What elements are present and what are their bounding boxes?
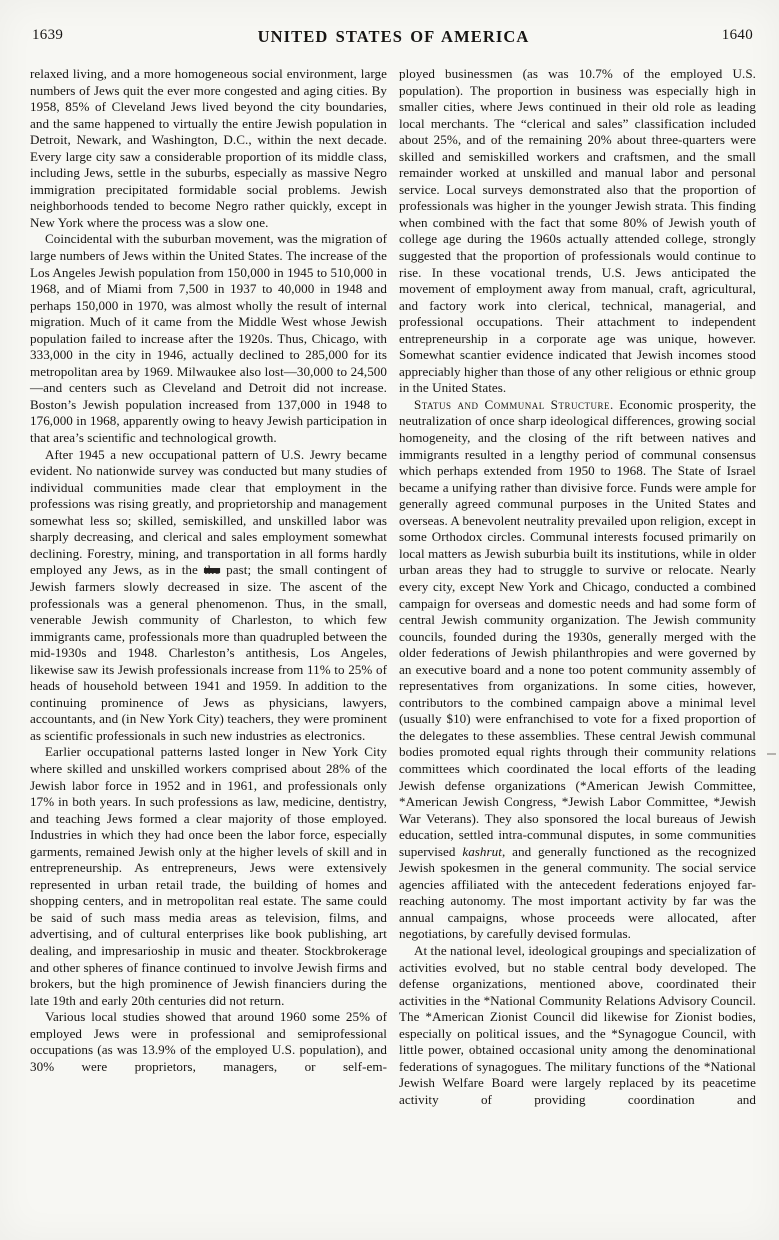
page-number-left: 1639	[32, 27, 64, 43]
text-run: Economic prosperity, the neutralization of once sharp ideological differences, growing social homogeneity, and the closing of the rift between natives and immigrants resulted in a lengthy period of communal consensus which perhaps extended from 1950 to 1968. The State of Israel became a unifying rather than divisive force. Funds were ample for generally agreed communal purposes in the United States and overseas. A benevolent neutrality prevailed upon religion, except in some Orthodox circles. Communal interests focused primarily on local matters as Jewish suburbia built its institutions, while in older urban areas they had to struggle to survive or relocate. Nearly every city, except New York and Chicago, conducted a combined campaign for overseas and domestic needs and had some form of central Jewish community organization. The Jewish community councils, founded during the 1930s, generally merged with the older federations of Jewish philanthropies and were governed by an executive board and a none too potent community assembly of representatives from organizations. In some cities, however, contributors to the combined campaign above a minimal level (usually $10) were enfranchised to vote for a fixed proportion of the delegates to these assemblies. These central Jewish communal bodies promoted equal rights through their community relations committees which coordinated the local efforts of the leading Jewish defense organizations (*American Jewish Committee, *American Jewish Congress, *Jewish Labor Committee, *Jewish War Veterans). They also sponsored the local bureaus of Jewish education, settled intra-communal disputes, in some communities supervised	[399, 396, 756, 859]
paragraph	[30, 1009, 387, 1075]
smallcaps-text-run: Status and Communal Structure.	[414, 396, 614, 412]
paragraph	[30, 744, 387, 1009]
paragraph	[399, 397, 756, 943]
text-run: , and generally functioned as the recognized Jewish spokesmen in the general community. The social service agencies affiliated with the antecedent federations enjoyed far-reaching autonomy. The most important activity by far was the annual campaigns, whose proceeds were allocated, after negotiations, by carefully devised formulas.	[399, 843, 757, 942]
paragraph	[399, 66, 756, 397]
strike-text-run: the	[203, 562, 221, 578]
text-run: ployed businessmen (as was 10.7% of the employed U.S. population). The proportion in business was especially high in smaller cities, where Jews continued in their old role as leading local merchants. The “clerical and sales” classification included about 25%, and of the remaining 20% about three-quarters were skilled and semiskilled workers and craftsmen, and the small remainder worked at unskilled and manual labor and personal service. Local surveys demonstrated also that the proportion of professionals was higher in the younger Jewish strata. This finding when combined with the fact that some 80% of Jewish youth of college age during the 1960s actually attended college, strongly suggested that the proportion of professionals would continue to rise. In these vocational trends, U.S. Jews anticipated the movement of employment away from manual, craft, agricultural, and factory work into clerical, technical, managerial, and professional occupations. Their attachment to independent entrepreneurship in a corporate age was unique, however. Somewhat scantier evidence indicated that Jewish incomes stood appreciably higher than those of any other religious or ethnic group in the United States.	[399, 66, 756, 396]
text-run: past; the small contingent of Jewish farmers slowly decreased in size. The ascent of the professionals was a general phenomenon. Thus, in the small, venerable Jewish community of Charleston, to which few immigrants came, professionals more than quadrupled between the mid-1930s and 1948. Charleston’s antithesis, Los Angeles, likewise saw its Jewish professionals increase from 11% to 25% of heads of household between 1941 and 1959. In addition to the continuing prominence of Jews as physicians, lawyers, accountants, and (in New York City) teachers, they were prominent as scientific professionals in such new industries as electronics.	[30, 562, 387, 743]
paragraph	[399, 943, 756, 1108]
text-run: relaxed living, and a more homogeneous social environment, large numbers of Jews quit the ever more congested and aging cities. By 1958, 85% of Cleveland Jews lived beyond the city boundaries, and the same happened to virtually the entire Jewish population in Detroit, Newark, and Washington, D.C., within the next decade. Every large city saw a considerable proportion of its middle class, including Jews, settle in the suburbs, especially as massive Negro immigration precipitated formidable social problems. Jewish neighborhoods tended to become Negro rather quickly, except in New York where the process was a slow one.	[30, 66, 387, 230]
running-head	[30, 27, 757, 49]
margin-mark-artifact	[767, 753, 776, 755]
text-run: Earlier occupational patterns lasted longer in New York City where skilled and unskilled workers comprised about 28% of the Jewish labor force in 1952 and in 1961, and professionals only 17% in both years. In such professions as law, medicine, dentistry, and teaching Jews formed a clear majority of those employed. Industries in which they had once been the labor force, especially garments, remained Jewish only at the higher levels of skill and in entrepreneurship. As entrepreneurs, Jews were extensively represented in urban retail trade, the building of homes and shopping centers, and in metropolitan real estate. The same could be said of such mass media areas as television, films, and advertising, and of cultural enterprises like book publishing, art dealing, and impresarioship in music and theater. Stockbrokerage and other spheres of finance continued to involve Jewish firms and brokers, but the high prominence of Jewish financiers during the late 19th and early 20th centuries did not return.	[30, 744, 387, 1008]
paragraph	[30, 447, 387, 745]
right-column	[399, 66, 756, 1108]
page-title: UNITED STATES OF AMERICA	[257, 27, 530, 46]
text-run: At the national level, ideological groupings and specialization of activities evolved, but no stable central body developed. The defense organizations, mentioned above, coordinated their activities in the *National Community Relations Advisory Council. The *American Zionist Council did likewise for Zionist bodies, especially on political issues, and the *Synagogue Council, with little power, obtained occasional unity among the denominational federations of synagogues. The military functions of the *National Jewish Welfare Board were largely replaced by its peacetime activity of providing coordination and	[399, 942, 756, 1107]
text-columns	[30, 66, 757, 1108]
left-column	[30, 66, 387, 1108]
text-run: Coincidental with the suburban movement, was the migration of large numbers of Jews within the United States. The increase of the Los Angeles Jewish population from 150,000 in 1945 to 510,000 in 1968, and of Miami from 7,500 in 1937 to 40,000 in 1948 and perhaps 150,000 in 1970, was almost wholly the result of internal migration. Much of it came from the Middle West whose Jewish population failed to increase after the 1920s. Thus, Chicago, with 333,000 in the city in 1946, actually declined to 285,000 for its metropolitan area by 1969. Milwaukee also lost—30,000 to 24,500—and centers such as Cleveland and Detroit did not increase. Boston’s Jewish population increased from 137,000 in 1948 to 176,000 in 1968, apparently owing to heavy Jewish participation in that area’s scientific and technological growth.	[30, 231, 387, 446]
italic-text-run: kashrut	[462, 843, 502, 859]
text-run: Various local studies showed that around 1960 some 25% of employed Jews were in professional and semiprofessional occupations (as was 13.9% of the employed U.S. population), and 30% were proprietors, managers, or self-em-	[30, 1009, 387, 1074]
text-run: After 1945 a new occupational pattern of U.S. Jewry became evident. No nationwide survey was conducted but many studies of individual communities made clear that employment in the professions was rising greatly, and proprietorship and management somewhat less so; skilled, semiskilled, and unskilled labor was sharply decreasing, and clerical and sales employment somewhat declining. Forestry, mining, and transportation in all forms hardly employed any Jews, as in the	[30, 446, 387, 578]
page-number-right: 1640	[721, 27, 753, 43]
paragraph	[30, 66, 387, 231]
paragraph	[30, 231, 387, 446]
